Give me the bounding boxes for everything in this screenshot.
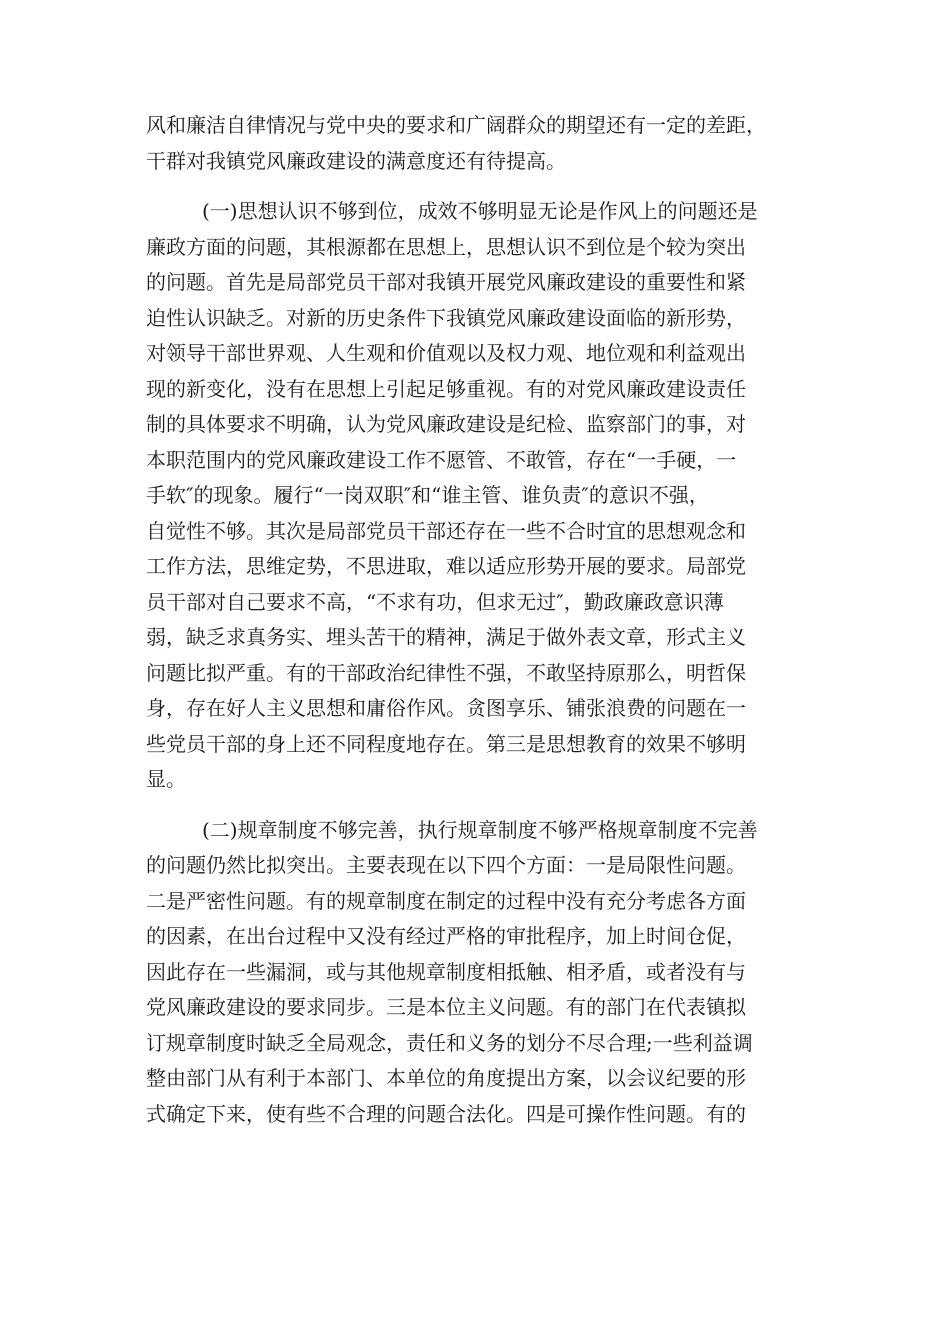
text-line: 手软″的现象。履行“一岗双职″和“谁主管、谁负责″的意识不强，	[146, 483, 709, 507]
text-line: 干群对我镇党风廉政建设的满意度还有待提高。	[146, 148, 566, 173]
text-line: 对领导干部世界观、人生观和价值观以及权力观、地位观和利益观出	[146, 341, 746, 365]
text-line: 身，存在好人主义思想和庸俗作风。贪图享乐、铺张浪费的问题在一	[146, 696, 746, 720]
paragraph-section-1	[146, 194, 806, 798]
text-line: 些党员干部的身上还不同程度地存在。第三是思想教育的效果不够明	[146, 731, 746, 756]
text-line: 现的新变化，没有在思想上引起足够重视。有的对党风廉政建设责任	[146, 376, 746, 401]
text-line: 显。	[146, 767, 186, 791]
text-line: 员干部对自己要求不高，“不求有功，但求无过″，勤政廉政意识薄	[146, 589, 724, 614]
text-line: 制的具体要求不明确，认为党风廉政建设是纪检、监察部门的事，对	[146, 412, 746, 436]
text-line: 党风廉政建设的要求同步。三是本位主义问题。有的部门在代表镇拟	[146, 995, 746, 1019]
text-line: 风和廉洁自律情况与党中央的要求和广阔群众的期望还有一定的差距，	[146, 113, 766, 137]
text-line: 自觉性不够。其次是局部党员干部还存在一些不合时宜的思想观念和	[146, 518, 746, 543]
text-line: 廉政方面的问题，其根源都在思想上，思想认识不到位是个较为突出	[146, 234, 746, 259]
text-line: 弱，缺乏求真务实、埋头苦干的精神，满足于做外表文章，形式主义	[146, 625, 746, 649]
text-line: 的因素，在出台过程中又没有经过严格的审批程序，加上时间仓促，	[146, 924, 746, 948]
text-line: 订规章制度时缺乏全局观念，责任和义务的划分不尽合理;一些利益调	[146, 1030, 753, 1055]
text-line: 整由部门从有利于本部门、本单位的角度提出方案，以会议纪要的形	[146, 1066, 746, 1090]
text-line: 工作方法，思维定势，不思进取，难以适应形势开展的要求。局部党	[146, 554, 746, 578]
paragraph-section-2	[146, 813, 806, 1133]
text-line: 本职范围内的党风廉政建设工作不愿管、不敢管，存在“一手硬，一	[146, 447, 737, 472]
text-line: 的问题仍然比拟突出。主要表现在以下四个方面：一是局限性问题。	[146, 853, 746, 877]
text-line: 二是严密性问题。有的规章制度在制定的过程中没有充分考虑各方面	[146, 888, 746, 913]
document-body	[146, 108, 806, 1132]
text-line: 的问题。首先是局部党员干部对我镇开展党风廉政建设的重要性和紧	[146, 270, 746, 294]
text-line: 问题比拟严重。有的干部政治纪律性不强，不敢坚持原那么，明哲保	[146, 660, 746, 685]
text-line: 因此存在一些漏洞，或与其他规章制度相抵触、相矛盾，或者没有与	[146, 959, 746, 984]
text-line: (一)思想认识不够到位，成效不够明显无论是作风上的问题还是	[202, 199, 758, 223]
text-line: 迫性认识缺乏。对新的历史条件下我镇党风廉政建设面临的新形势，	[146, 305, 746, 330]
text-line: 式确定下来，使有些不合理的问题合法化。四是可操作性问题。有的	[146, 1101, 746, 1126]
paragraph-intro-continuation	[146, 108, 806, 179]
text-line: (二)规章制度不够完善，执行规章制度不够严格规章制度不完善	[202, 817, 758, 842]
